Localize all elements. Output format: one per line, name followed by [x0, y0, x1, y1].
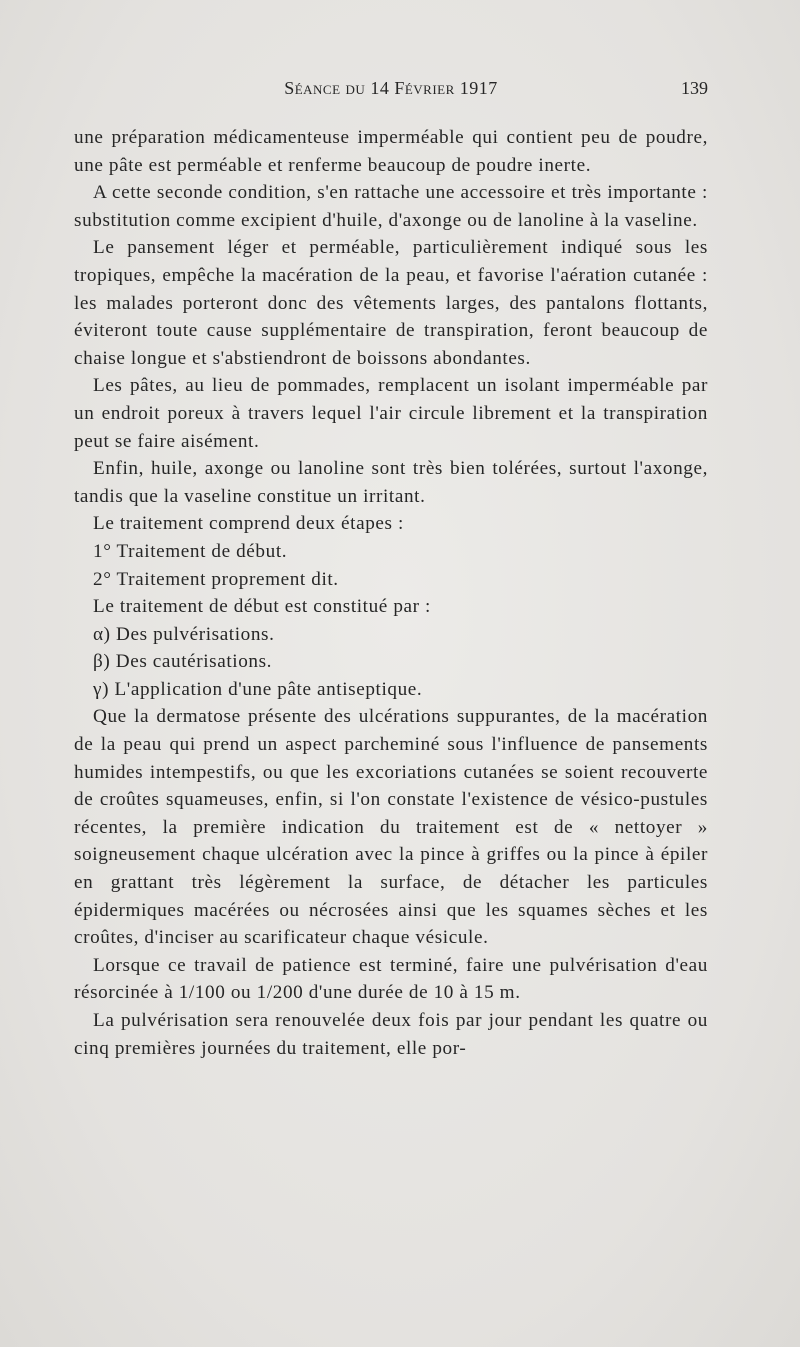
- paragraph: Le pansement léger et perméable, particulièrement indiqué sous les tropiques, empêche la macération de la peau, et favorise l'aération cutanée : les malades porteront donc des vêtements larges, des pantalons flottants, éviteront toute cause supplémentaire de transpiration, feront beaucoup de chaise longue et s'abstiendront de boissons abondantes.: [74, 237, 708, 369]
- list-item: α) Des pulvérisations.: [93, 623, 275, 645]
- paragraph: Enfin, huile, axonge ou lanoline sont très bien tolérées, surtout l'axonge, tandis que la vaseline constitue un irritant.: [74, 458, 708, 507]
- debut-treatment-list: [74, 621, 708, 704]
- paragraph: Lorsque ce travail de patience est terminé, faire une pulvérisation d'eau résorcinée à 1/100 ou 1/200 d'une durée de 10 à 15 m.: [74, 954, 708, 1004]
- paragraph: Les pâtes, au lieu de pommades, remplacent un isolant imperméable par un endroit poreux à travers lequel l'air circule librement et la transpiration peut se faire aisément.: [74, 375, 708, 452]
- body-text: [74, 124, 708, 1062]
- paragraph: Le traitement comprend deux étapes :: [93, 513, 404, 535]
- steps-list: [74, 538, 708, 593]
- running-title: Séance du 14 Février 1917: [284, 78, 498, 98]
- paragraph: La pulvérisation sera renouvelée deux fois par jour pendant les quatre ou cinq premières journées du traitement, elle por-: [74, 1010, 708, 1059]
- list-item: β) Des cautérisations.: [93, 651, 273, 673]
- running-header: [74, 78, 708, 102]
- list-item: γ) L'application d'une pâte antiseptique.: [93, 678, 423, 700]
- list-item: 2° Traitement proprement dit.: [93, 568, 339, 590]
- paragraph: A cette seconde condition, s'en rattache une accessoire et très importante : substitution comme excipient d'huile, d'axonge ou de lanoline à la vaseline.: [74, 182, 708, 231]
- paragraph: Le traitement de début est constitué par :: [93, 596, 431, 618]
- paragraph: Que la dermatose présente des ulcérations suppurantes, de la macération de la peau qui prend un aspect parcheminé sous l'influence de pansements humides intempestifs, ou que les excoriations cutanées se soient recouverte de croûtes squameuses, enfin, si l'on constate l'existence de vésico-pustules récentes, la première indication du traitement est de « nettoyer » soigneusement chaque ulcération avec la pince à griffes ou la pince à épiler en grattant très légèrement la surface, de détacher les particules épidermiques macérées ou nécrosées ainsi que les squames sèches et les croûtes, d'inciser au scarificateur chaque vésicule.: [74, 706, 708, 949]
- page-number: 139: [681, 78, 708, 98]
- paragraph-continued: une préparation médicamenteuse imperméable qui contient peu de poudre, une pâte est perméable et renferme beaucoup de poudre inerte.: [74, 127, 708, 176]
- list-item: 1° Traitement de début.: [93, 540, 288, 562]
